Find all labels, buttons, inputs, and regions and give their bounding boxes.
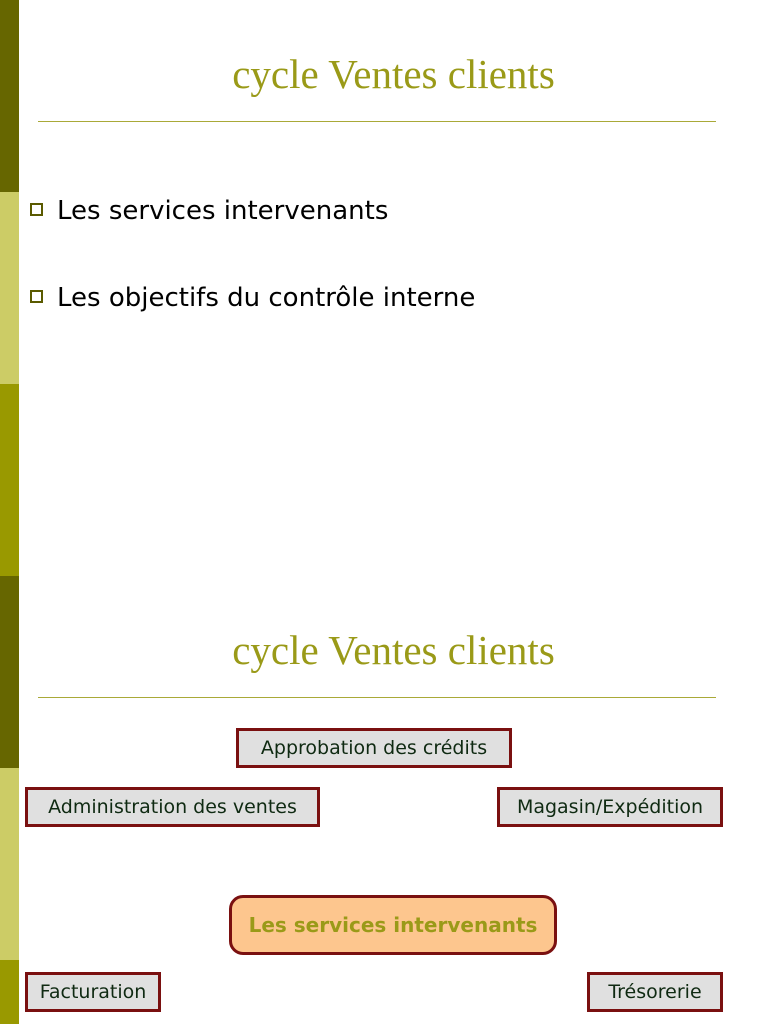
node-approbation-credits: Approbation des crédits: [236, 728, 512, 768]
slide2-title: cycle Ventes clients: [232, 627, 555, 673]
slide1-bullet-2: [30, 283, 475, 313]
center-node-services: Les services intervenants: [229, 895, 557, 955]
slide1-bullet-1: [30, 196, 388, 226]
node-magasin-expedition: Magasin/Expédition: [497, 787, 723, 827]
side-bar-segment: [0, 576, 19, 768]
slide1-title: cycle Ventes clients: [232, 51, 555, 97]
square-bullet-icon: [30, 203, 43, 216]
node-tresorerie: Trésorerie: [587, 972, 723, 1012]
node-facturation: Facturation: [25, 972, 161, 1012]
slide2-title-rule: [38, 697, 716, 698]
node-administration-ventes: Administration des ventes: [25, 787, 320, 827]
side-bar-segment: [0, 768, 19, 960]
side-bar-segment: [0, 0, 19, 192]
bullet-text: Les services intervenants: [57, 196, 389, 226]
side-bar-segment: [0, 192, 19, 384]
side-decoration-bar: [0, 0, 19, 1024]
square-bullet-icon: [30, 290, 43, 303]
slide1-title-rule: [38, 121, 716, 122]
side-bar-segment: [0, 384, 19, 576]
side-bar-segment: [0, 960, 19, 1024]
bullet-text: Les objectifs du contrôle interne: [57, 283, 476, 313]
